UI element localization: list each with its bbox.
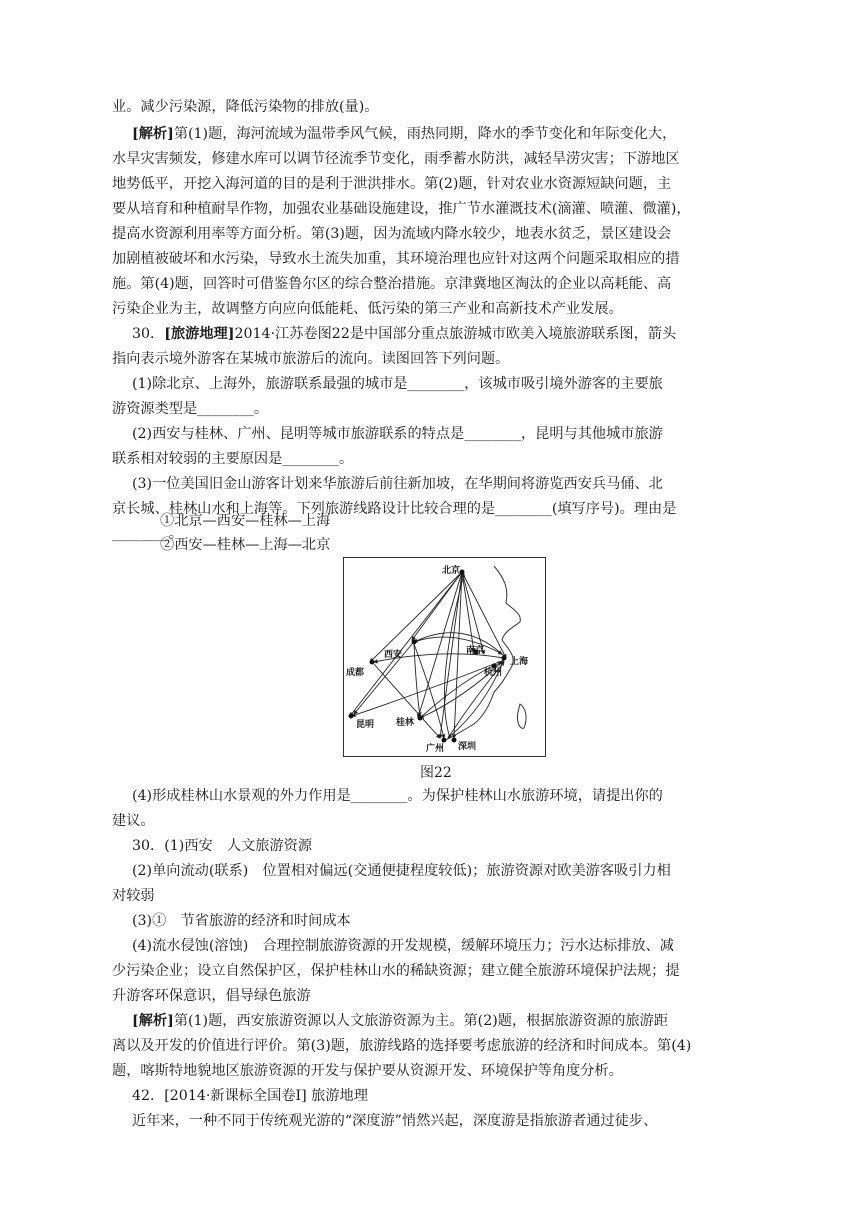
text-line: 施。第(4)题，回答时可借鉴鲁尔区的综合整治措施。京津冀地区淘汰的企业以高耗能、高: [112, 276, 672, 292]
text-line: [解析]第(1)题，海河流域为温带季风气候，雨热同期，降水的季节变化和年际变化大，: [132, 126, 677, 142]
text-line: (2)单向流动(联系) 位置相对偏远(交通便捷程度较低)；旅游资源对欧美游客吸引力相: [132, 863, 671, 879]
text-line: (4)形成桂林山水景观的外力作用是________。为保护桂林山水旅游环境，请提出你的: [132, 788, 663, 804]
taiwan-outline: [517, 704, 526, 728]
question-30-header: 30．[旅游地理]2014·江苏卷图22是中国部分重点旅游城市欧美入境旅游联系图，箭头: [132, 326, 677, 342]
topic-tag: [旅游地理]: [164, 326, 235, 342]
city-label-nanjing: 南京: [466, 646, 485, 656]
text-line: 要从培育和种植耐旱作物，加强农业基础设施建设，推广节水灌溉技术(滴灌、喷灌、微灌)，: [112, 201, 691, 217]
city-label-shenzhen: 深圳: [458, 742, 477, 752]
city-label-hangzhou: 杭州: [484, 668, 503, 678]
text-line: 建议。: [112, 813, 155, 829]
city-label-chengdu: 成都: [346, 668, 365, 678]
text-line: (3)① 节省旅游的经济和时间成本: [132, 913, 351, 929]
route-option-2: ②西安—桂林—上海—北京: [160, 537, 331, 553]
text-line: 近年来，一种不同于传统观光游的“深度游”悄然兴起，深度游是指旅游者通过徒步、: [132, 1113, 658, 1129]
city-label-beijing: 北京: [442, 566, 461, 576]
text-line: 业。减少污染源，降低污染物的排放(量)。: [112, 99, 379, 115]
city-label-xian: 西安: [384, 650, 403, 660]
text-line: 污染企业为主，故调整方向应向低能耗、低污染的第三产业和高新技术产业发展。: [112, 301, 623, 317]
text-line: (3)一位美国旧金山游客计划来华旅游后前往新加坡，在华期间将游览西安兵马俑、北: [132, 476, 663, 492]
city-label-kunming: 昆明: [356, 720, 375, 730]
city-points: [349, 570, 507, 743]
text-line: 题，喀斯特地貌地区旅游资源的开发与保护要从资源开发、环境保护等角度分析。: [112, 1063, 623, 1079]
answer-30: 30．(1)西安 人文旅游资源: [132, 838, 313, 854]
figure-caption: 图22: [420, 765, 452, 781]
analysis-label: [解析]: [132, 126, 174, 142]
question-42-header: 42．[2014·新课标全国卷Ⅰ] 旅游地理: [132, 1088, 368, 1104]
text-line: 联系相对较弱的主要原因是________。: [112, 451, 354, 467]
text-line: 离以及开发的价值进行评价。第(3)题，旅游线路的选择要考虑旅游的经济和时间成本。第(4): [112, 1038, 692, 1054]
text-line: 升游客环保意识，倡导绿色旅游: [112, 988, 311, 1004]
city-label-shanghai: 上海: [510, 657, 529, 667]
text-line: 对较弱: [112, 888, 155, 904]
tourism-link-map: [343, 557, 546, 757]
text-line: (1)除北京、上海外，旅游联系最强的城市是________，该城市吸引境外游客的主要旅: [132, 376, 663, 392]
text-line: 加剧植被破坏和水污染，导致水土流失加重，其环境治理也应针对这两个问题采取相应的措: [112, 251, 680, 267]
text-line: ________。: [112, 526, 183, 542]
text-line: 少污染企业；设立自然保护区，保护桂林山水的稀缺资源；建立健全旅游环境保护法规；提: [112, 963, 680, 979]
analysis-label: [解析]: [132, 1013, 174, 1029]
text-line: (2)西安与桂林、广州、昆明等城市旅游联系的特点是________，昆明与其他城市旅游: [132, 426, 663, 442]
text-line: (4)流水侵蚀(溶蚀) 合理控制旅游资源的开发规模，缓解环境压力；污水达标排放、减: [132, 938, 674, 954]
text-line: 京长城、桂林山水和上海等。下列旅游线路设计比较合理的是________(填写序号)。理由是: [112, 501, 677, 517]
city-label-guilin: 桂林: [396, 718, 415, 728]
route-option-1: ①北京—西安—桂林—上海: [160, 513, 331, 529]
city-label-guangzhou: 广州: [426, 744, 445, 754]
text-line: 地势低平，开挖入海河道的目的是利于泄洪排水。第(2)题，针对农业水资源短缺问题，主: [112, 176, 672, 192]
text-line: 水旱灾害频发，修建水库可以调节径流季节变化，雨季蓄水防洪，减轻旱涝灾害；下游地区: [112, 151, 680, 167]
text-line: 游资源类型是________。: [112, 401, 269, 417]
text-line: [解析]第(1)题，西安旅游资源以人文旅游资源为主。第(2)题，根据旅游资源的旅游距: [132, 1013, 669, 1029]
text-line: 指向表示境外游客在某城市旅游后的流向。读图回答下列问题。: [112, 351, 510, 367]
text-line: 提高水资源利用率等方面分析。第(3)题，因为流域内降水较少，地表水贫乏，景区建设会: [112, 226, 672, 242]
